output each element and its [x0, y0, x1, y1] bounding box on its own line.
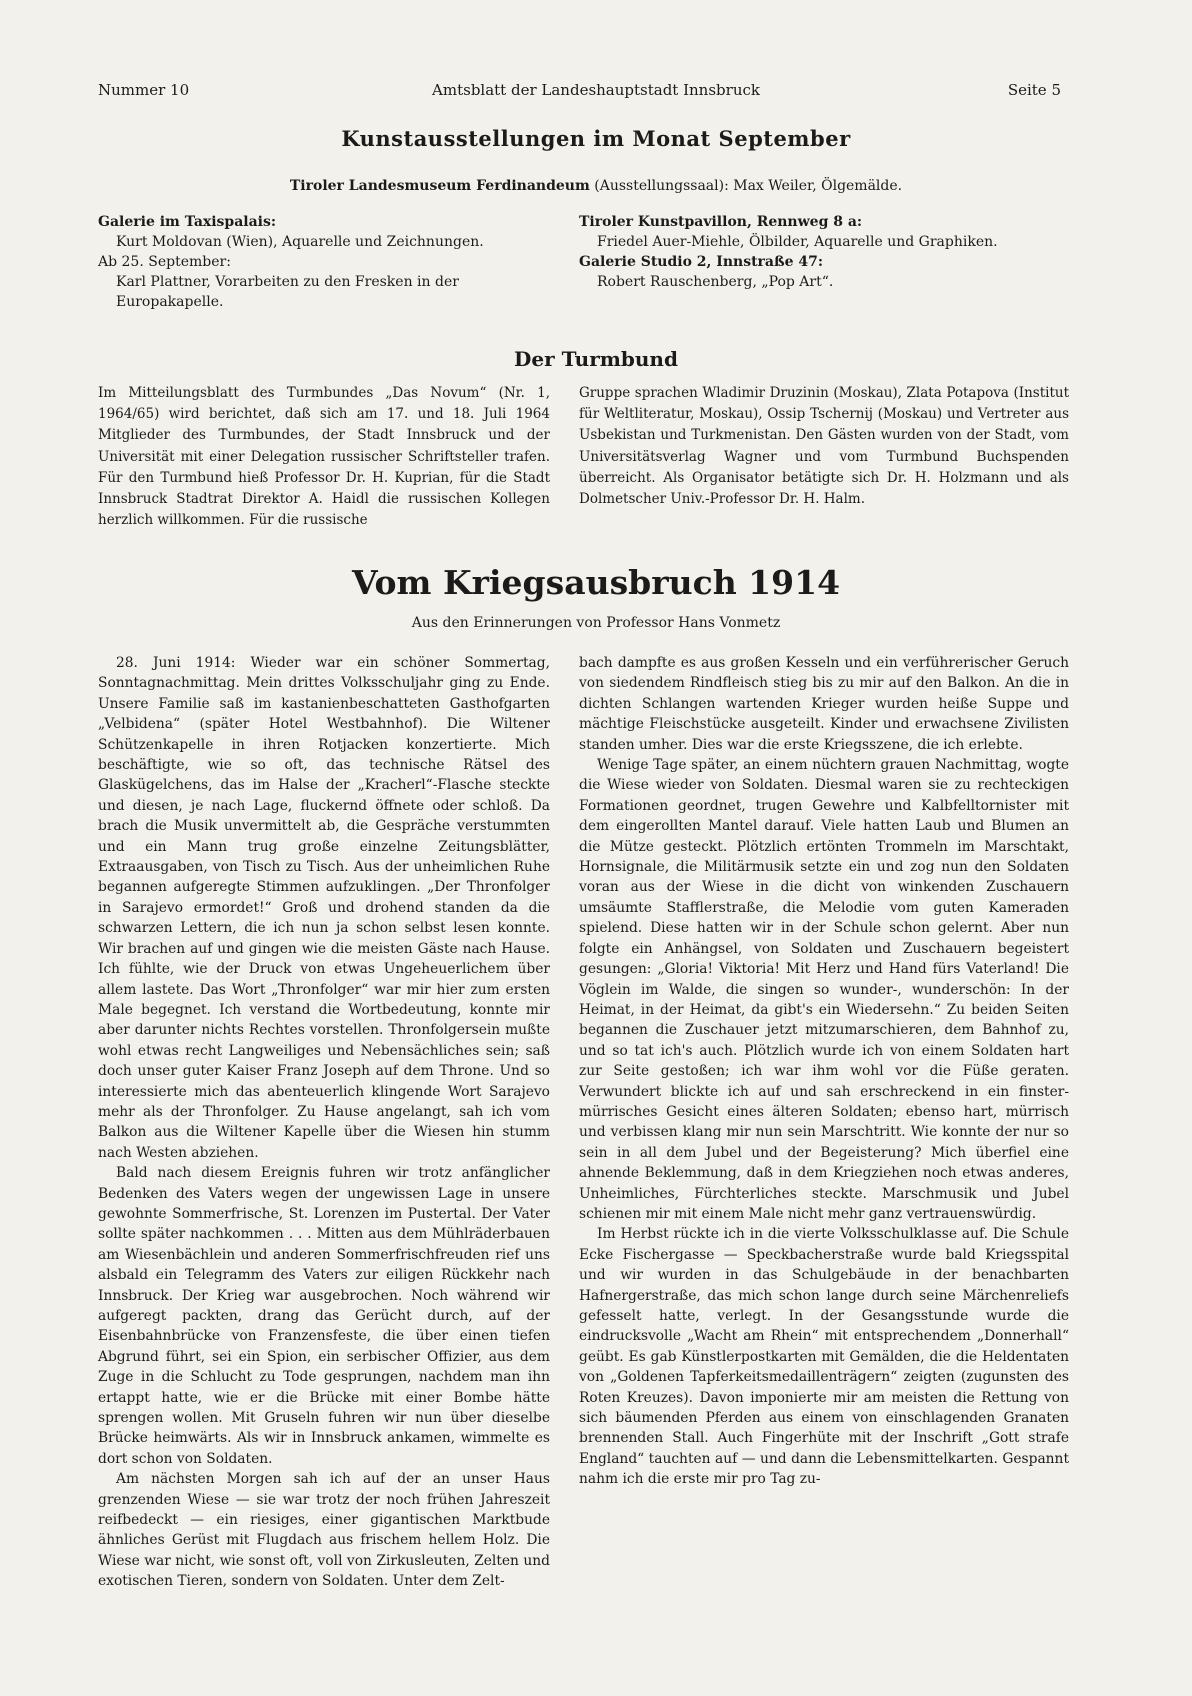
exhibition-venue-heading: Galerie im Taxispalais: — [98, 214, 277, 230]
exhibitions-right-column — [579, 212, 1079, 292]
article-paragraph: Bald nach diesem Ereignis fuhren wir trotz anfänglicher Bedenken des Vaters wegen der ungewissen Lage in unsere gewohnte Sommerfrische, St. Lorenzen im Pustertal. Der Vater sollte später nachkommen . . . Mitten aus dem Mühlräderbauen am Wiesenbächlein und anderen Sommerfrischfreuden rief uns alsbald ein Telegramm des Vaters zur eiligen Rückkehr nach Innsbruck. Der Krieg war ausgebrochen. Noch während wir aufgeregt packten, drang das Gerücht durch, auf der Eisenbahnbrücke von Franzensfeste, die über einen tiefen Abgrund führt, sei ein Spion, ein serbischer Offizier, aus dem Zuge in die Schlucht zu Tode gesprungen, nachdem man ihn ertappt hatte, wie er die Brücke mit einer Bombe hätte sprengen wollen. Mit Gruseln fuhren wir nun über dieselbe Brücke heimwärts. Als wir in Innsbruck ankamen, wimmelte es dort schon von Soldaten. — [98, 1165, 550, 1467]
turmbund-title: Der Turmbund — [514, 347, 678, 371]
exhibition-venue-heading: Galerie Studio 2, Innstraße 47: — [579, 254, 824, 270]
article-title: Vom Kriegsausbruch 1914 — [351, 563, 841, 602]
exhibitions-title: Kunstausstellungen im Monat September — [341, 126, 851, 151]
exhibition-entry: Friedel Auer-Miehle, Ölbilder, Aquarelle und Graphiken. — [597, 234, 998, 250]
header-issue-number: Nummer 10 — [98, 81, 190, 99]
article-paragraph: Wenige Tage später, an einem nüchtern grauen Nachmittag, wogte die Wiese wieder von Soldaten. Diesmal waren sie zu rechteckigen Formationen geordnet, trugen Gewehre und Kalbfelltornister mit dem eingerollten Mantel darauf. Viele hatten Laub und Blumen an die Mütze gesteckt. Plötzlich ertönten Trommeln im Marschtakt, Hornsignale, die Militärmusik setzte ein und zog nun den Soldaten voran aus der Wiese in die dicht von winkenden Zuschauern umsäumte Stafflerstraße, die Melodie vom guten Kameraden spielend. Diese hatten wir in der Schule schon gelernt. Aber nun folgte ein Anhängsel, von Soldaten und Zuschauern begeistert gesungen: „Gloria! Viktoria! Mit Herz und Hand fürs Vaterland! Die Vöglein im Walde, die singen so wunder-, wunderschön: In der Heimat, in der Heimat, da gibt's ein Wiedersehn.“ Zu beiden Seiten begannen die Zuschauer jetzt mitzumarschieren, dem Bahnhof zu, und so tat ich's auch. Plötzlich wurde ich von einem Soldaten hart zur Seite gestoßen; ich war ihm wohl vor die Füße geraten. Verwundert blickte ich auf und sah erschreckend in ein finster-mürrisches Gesicht eines älteren Soldaten; ebenso hart, mürrisch und verbissen klang mir nun sein Marschtritt. Wie konnte der nur so sein in all dem Jubel und der Begeisterung? Mich überfiel eine ahnende Beklemmung, daß in dem Kriegziehen noch etwas anderes, Unheimliches, Fürchterliches steckte. Marschmusik und Jubel schienen mir mit einem Male nicht mehr ganz vertrauenswürdig. — [579, 757, 1069, 1222]
turmbund-text-right: Gruppe sprachen Wladimir Druzinin (Moskau), Zlata Potapova (Institut für Weltliteratur, Moskau), Ossip Tschernij (Moskau) und Vertreter aus Usbekistan und Turkmenistan. Den Gästen wurden von der Stadt, vom Universitätsverlag Wagner und vom Turmbund Buchspenden überreicht. Als Organisator betätigte sich Dr. H. Holzmann und als Dolmetscher Univ.-Professor Dr. H. Halm. — [579, 385, 1069, 508]
article-paragraph: Am nächsten Morgen sah ich auf der an unser Haus grenzenden Wiese — sie war trotz der noch frühen Jahreszeit reifbedeckt — ein riesiges, einer gigantischen Marktbude ähnliches Gerüst mit Flugdach aus frischem hellem Holz. Die Wiese war nicht, wie sonst oft, voll von Zirkusleuten, Zelten und exotischen Tieren, sondern von Soldaten. Unter dem Zelt- — [98, 1471, 550, 1590]
exhibition-entry: Karl Plattner, Vorarbeiten zu den Fresken in der Europakapelle. — [116, 274, 459, 310]
exhibition-entry: Robert Rauschenberg, „Pop Art“. — [597, 274, 834, 290]
article-subtitle: Aus den Erinnerungen von Professor Hans Vonmetz — [411, 615, 781, 631]
turmbund-text-left: Im Mitteilungsblatt des Turmbundes „Das Novum“ (Nr. 1, 1964/65) wird berichtet, daß sich am 17. und 18. Juli 1964 Mitglieder des Turmbundes, der Stadt Innsbruck und der Universität mit einer Delegation russischer Schriftsteller trafen. Für den Turmbund hieß Professor Dr. H. Kuprian, für die Stadt Innsbruck Stadtrat Direktor A. Haidl die russischen Kollegen herzlich willkommen. Für die russische — [98, 385, 550, 529]
article-right-column — [579, 653, 1069, 1490]
exhibition-date-note: Ab 25. September: — [98, 254, 231, 270]
article-paragraph: Im Herbst rückte ich in die vierte Volksschulklasse auf. Die Schule Ecke Fischergasse — Speckbacherstraße wurde bald Kriegsspital und wir wurden in das Schulgebäude in der benachbarten Hafnergerstraße, das mich schon lange durch seine Märchenreliefs gefesselt hatte, verlegt. In der Gesangsstunde wurde die eindrucksvolle „Wacht am Rhein“ mit entsprechendem „Donnerhall“ geübt. Es gab Künstlerpostkarten mit Gemälden, die die Heldentaten von „Goldenen Tapferkeitsmedaillenträgern“ zeigten (zugunsten des Roten Kreuzes). Davon imponierte mir am meisten die Rettung von sich bäumenden Pferden aus einem von einschlagenden Granaten brennenden Stall. Auch Fingerhüte mit der Inschrift „Gott strafe England“ tauchten auf — und dann die Lebensmittelkarten. Gespannt nahm ich die erste mir pro Tag zu- — [579, 1226, 1069, 1488]
ferdinandeum-detail: (Ausstellungssaal): Max Weiler, Ölgemälde. — [594, 178, 903, 194]
header-publication-title: Amtsblatt der Landeshauptstadt Innsbruck — [432, 81, 760, 99]
article-paragraph: bach dampfte es aus großen Kesseln und ein verführerischer Geruch von siedendem Rindfleisch stieg bis zu mir auf den Balkon. An die in dichten Schlangen wartenden Krieger wurden heiße Suppe und mächtige Fleischstücke ausgeteilt. Kinder und erwachsene Zivilisten standen umher. Dies war die erste Kriegsszene, die ich erlebte. — [579, 655, 1069, 753]
ferdinandeum-name: Tiroler Landesmuseum Ferdinandeum — [289, 178, 590, 194]
article-left-column — [98, 653, 550, 1592]
exhibitions-left-column — [98, 212, 568, 312]
exhibition-venue-heading: Tiroler Kunstpavillon, Rennweg 8 a: — [579, 214, 863, 230]
exhibition-entry: Kurt Moldovan (Wien), Aquarelle und Zeichnungen. — [116, 234, 484, 250]
article-paragraph: 28. Juni 1914: Wieder war ein schöner Sommertag, Sonntagnachmittag. Mein drittes Volksschuljahr ging zu Ende. Unsere Familie saß im kastanienbeschatteten Gasthofgarten „Velbidena“ (später Hotel Westbahnhof). Die Wiltener Schützenkapelle in ihren Rotjacken konzertierte. Mich beschäftigte, wie so oft, das technische Rätsel des Glaskügelchens, das im Halse der „Kracherl“-Flasche steckte und diesen, je nach Lage, fluckernd öffnete oder schloß. Da brach die Musik unvermittelt ab, die Gespräche verstummten und ein Mann trug große einzelne Zeitungsblätter, Extraausgaben, von Tisch zu Tisch. Aus der unheimlichen Ruhe begannen aufgeregte Stimmen aufzuklingen. „Der Thronfolger in Sarajevo ermordet!“ Groß und drohend standen da die schwarzen Lettern, die ich nun ja schon selbst lesen konnte. Wir brachen auf und gingen wie die meisten Gäste nach Hause. Ich fühlte, wie der Druck von etwas Ungeheuerlichem über allem lastete. Das Wort „Thronfolger“ war mir hier zum ersten Male begegnet. Ich verstand die Wortbedeutung, konnte mir aber darunter nichts Rechtes vorstellen. Thronfolgersein mußte wohl etwas recht Langweiliges und Nebensächliches sein; saß doch unser guter Kaiser Franz Joseph auf dem Throne. Und so interessierte mich das abenteuerlich klingende Wort Sarajevo mehr als der Thronfolger. Zu Hause angelangt, sah ich vom Balkon aus die Wiltener Kapelle über die Wiesen hin stumm nach Westen abziehen. — [98, 655, 550, 1161]
ferdinandeum-line — [0, 178, 1192, 194]
header-page-number: Seite 5 — [1007, 81, 1061, 99]
